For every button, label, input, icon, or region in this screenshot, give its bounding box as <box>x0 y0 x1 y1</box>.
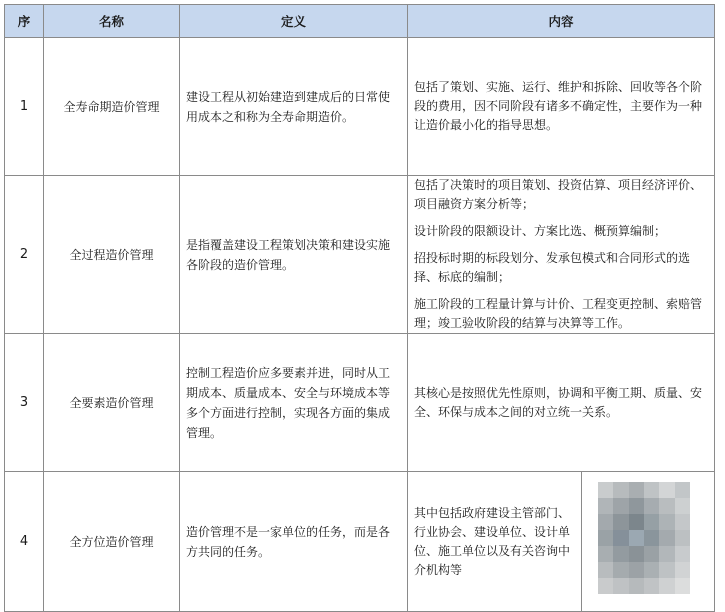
mosaic-tile <box>644 498 659 514</box>
mosaic-tile <box>644 578 659 594</box>
content-split <box>408 472 714 611</box>
mosaic-tile <box>598 578 613 594</box>
mosaic-tile <box>659 578 674 594</box>
mosaic-tile <box>613 482 628 498</box>
row-name: 全要素造价管理 <box>44 334 180 472</box>
mosaic-tile <box>644 482 659 498</box>
mosaic-tile <box>644 514 659 530</box>
header-row <box>5 5 715 38</box>
content-paragraph: 其核心是按照优先性原则，协调和平衡工期、质量、安全、环保与成本之间的对立统一关系。 <box>414 385 703 419</box>
mosaic-tile <box>675 482 690 498</box>
mosaic-tile <box>629 482 644 498</box>
mosaic-tile <box>675 562 690 578</box>
row-index: 2 <box>5 176 44 334</box>
row-index: 1 <box>5 38 44 176</box>
mosaic-tile <box>659 482 674 498</box>
row-name: 全过程造价管理 <box>44 176 180 334</box>
mosaic-tile <box>675 578 690 594</box>
content-paragraph: 招投标时期的标段划分、发承包模式和合同形式的选择、标底的编制； <box>414 251 691 284</box>
row-content <box>408 472 715 612</box>
header-name: 名称 <box>44 5 180 38</box>
content-text <box>408 472 582 611</box>
row-content <box>408 176 715 334</box>
mosaic-tile <box>629 578 644 594</box>
mosaic-tile <box>629 562 644 578</box>
table-row <box>5 472 715 612</box>
mosaic-tile <box>644 530 659 546</box>
mosaic-tile <box>613 562 628 578</box>
table-row <box>5 176 715 334</box>
mosaic-tile <box>613 514 628 530</box>
mosaic-tile <box>659 514 674 530</box>
table-row <box>5 38 715 176</box>
row-definition: 控制工程造价应多要素并进，同时从工期成本、质量成本、安全与环境成本等多个方面进行控制，实现各方面的集成管理。 <box>180 334 408 472</box>
mosaic-tile <box>659 530 674 546</box>
mosaic-tile <box>629 514 644 530</box>
row-name: 全寿命期造价管理 <box>44 38 180 176</box>
row-index: 4 <box>5 472 44 612</box>
content-paragraph: 设计阶段的限额设计、方案比选、概预算编制； <box>414 224 667 238</box>
header-content: 内容 <box>408 5 715 38</box>
row-definition: 造价管理不是一家单位的任务，而是各方共同的任务。 <box>180 472 408 612</box>
header-index: 序 <box>5 5 44 38</box>
row-index: 3 <box>5 334 44 472</box>
mosaic-tile <box>675 530 690 546</box>
mosaic-tile <box>613 498 628 514</box>
table-row <box>5 334 715 472</box>
mosaic-tile <box>598 482 613 498</box>
mosaic-tile <box>659 546 674 562</box>
mosaic-tile <box>675 498 690 514</box>
mosaic-tile <box>629 530 644 546</box>
row-content <box>408 38 715 176</box>
content-paragraph: 包括了决策时的项目策划、投资估算、项目经济评价、项目融资方案分析等； <box>414 178 703 211</box>
mosaic-tile <box>659 498 674 514</box>
mosaic-tile <box>629 546 644 562</box>
mosaic-tile <box>598 546 613 562</box>
row-name: 全方位造价管理 <box>44 472 180 612</box>
mosaic-tile <box>644 562 659 578</box>
content-paragraph: 包括了策划、实施、运行、维护和拆除、回收等各个阶段的费用，因不同阶段有诸多不确定性，主要作为一种让造价最小化的指导思想。 <box>414 80 703 132</box>
mosaic-tile <box>675 546 690 562</box>
mosaic-tile <box>659 562 674 578</box>
content-paragraph: 其中包括政府建设主管部门、行业协会、建设单位、设计单位、施工单位以及有关咨询中介机构等 <box>414 505 571 577</box>
mosaic-tile <box>629 498 644 514</box>
management-table <box>4 4 715 612</box>
mosaic-tile <box>598 498 613 514</box>
mosaic-tile <box>644 546 659 562</box>
mosaic-tile <box>598 530 613 546</box>
row-definition: 是指覆盖建设工程策划决策和建设实施各阶段的造价管理。 <box>180 176 408 334</box>
mosaic-tile <box>598 514 613 530</box>
header-definition: 定义 <box>180 5 408 38</box>
content-paragraph: 施工阶段的工程量计算与计价、工程变更控制、索赔管理；竣工验收阶段的结算与决算等工作。 <box>414 297 703 330</box>
mosaic-tile <box>598 562 613 578</box>
mosaic-tile <box>613 530 628 546</box>
pixelated-mosaic <box>598 482 690 594</box>
mosaic-tile <box>613 546 628 562</box>
row-definition: 建设工程从初始建造到建成后的日常使用成本之和称为全寿命期造价。 <box>180 38 408 176</box>
blurred-image <box>582 472 714 611</box>
row-content <box>408 334 715 472</box>
mosaic-tile <box>675 514 690 530</box>
mosaic-tile <box>613 578 628 594</box>
